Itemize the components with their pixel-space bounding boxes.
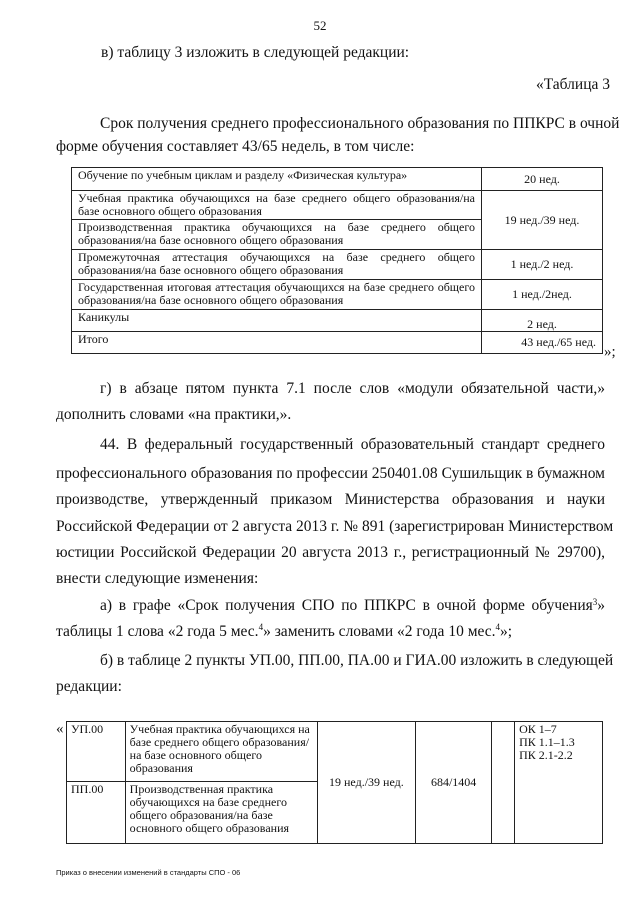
table-cell: 19 нед./39 нед. (482, 191, 603, 250)
item-v-text: в) таблицу 3 изложить в следующей редакции: (101, 44, 410, 61)
table-cell: Учебная практика обучающихся на базе среднего общего образования/на базе основного общего образования (72, 191, 482, 220)
table-cell: Обучение по учебным циклам и разделу «Физическая культура» (72, 168, 482, 191)
para-44-line-3: производстве, утвержденный приказом Министерства образования и науки (56, 491, 605, 508)
table-cell: 2 нед. (482, 310, 603, 332)
table-cell: 684/1404 (415, 722, 492, 844)
table-cell: Производственная практика обучающихся на базе среднего общего образования/на базе основного общего образования (125, 782, 317, 844)
table-row (72, 310, 603, 332)
footnote-marker: 4 (495, 622, 501, 632)
table-cell: Производственная практика обучающихся на базе среднего общего образования/на базе основного общего образования (72, 220, 482, 250)
para-a-line-2 (56, 622, 512, 641)
intro-line-2: форме обучения составляет 43/65 недель, в том числе: (56, 138, 415, 155)
para-44-line-5: юстиции Российской Федерации 20 августа 2013 г., регистрационный № 29700), (56, 544, 605, 561)
competency-2: ПК 1.1–1.3 (519, 735, 575, 749)
table-row (72, 250, 603, 280)
table-cell: Итого (72, 332, 482, 354)
competency-3: ПК 2.1-2.2 (519, 748, 573, 762)
para-44-line-1: 44. В федеральный государственный образовательный стандарт среднего (100, 436, 605, 453)
table-cell: Каникулы (72, 310, 482, 332)
table2-open-quote: « (56, 721, 64, 737)
table-cell: Промежуточная аттестация обучающихся на базе среднего общего образования/на базе основного общего образования (72, 250, 482, 280)
table-cell: ПП.00 (67, 782, 126, 844)
para-44-line-2: профессионального образования по профессии 250401.08 Сушильщик в бумажном (56, 465, 605, 482)
table3-closing-quote: »; (604, 344, 616, 360)
table-row (72, 168, 603, 191)
table-cell (492, 722, 515, 844)
table-cell: УП.00 (67, 722, 126, 782)
para-a-text: » заменить словами «2 года 10 мес. (263, 623, 496, 641)
table-row (72, 280, 603, 310)
para-g-line-1: г) в абзаце пятом пункта 7.1 после слов «модули обязательной части,» (100, 380, 605, 397)
table-cell: 1 нед./2нед. (482, 280, 603, 310)
para-a-text: а) в графе «Срок получения СПО по ППКРС в очной форме обучения (100, 597, 593, 614)
table-row (67, 722, 603, 782)
table-cell: 43 нед./65 нед. (482, 332, 603, 354)
footnote-marker: 3 (592, 597, 598, 607)
table-cell (515, 722, 603, 844)
table-2 (66, 721, 603, 844)
para-b-line-2: редакции: (56, 678, 122, 695)
para-g-line-2: дополнить словами «на практики,». (56, 406, 292, 423)
table-cell: 19 нед./39 нед. (317, 722, 415, 844)
competency-1: ОК 1–7 (519, 722, 557, 736)
para-a-text: » (597, 597, 605, 614)
para-44-line-4: Российской Федерации от 2 августа 2013 г. № 891 (зарегистрирован Министерством (56, 518, 614, 535)
table-cell: Государственная итоговая аттестация обучающихся на базе среднего общего образования/на базе основного общего образования (72, 280, 482, 310)
intro-line-1: Срок получения среднего профессионального образования по ППКРС в очной (100, 115, 620, 132)
table-row (72, 191, 603, 220)
table-cell: 1 нед./2 нед. (482, 250, 603, 280)
para-44-line-6: внести следующие изменения: (56, 570, 259, 587)
page-number: 52 (313, 18, 327, 33)
footnote-marker: 4 (258, 622, 264, 632)
para-b-line-1: б) в таблице 2 пункты УП.00, ПП.00, ПА.00 и ГИА.00 изложить в следующей (100, 652, 614, 669)
table-cell: 20 нед. (482, 168, 603, 191)
para-a-text: »; (500, 623, 513, 641)
para-a-text: таблицы 1 слова «2 года 5 мес. (56, 623, 259, 641)
footer-text: Приказ о внесении изменений в стандарты СПО - 06 (56, 868, 241, 877)
table-cell: Учебная практика обучающихся на базе среднего общего образования/на базе основного общего образования (125, 722, 317, 782)
table-row (72, 332, 603, 354)
table3-caption: «Таблица 3 (535, 76, 610, 93)
para-a-line-1 (100, 597, 605, 615)
table-3 (71, 167, 603, 354)
